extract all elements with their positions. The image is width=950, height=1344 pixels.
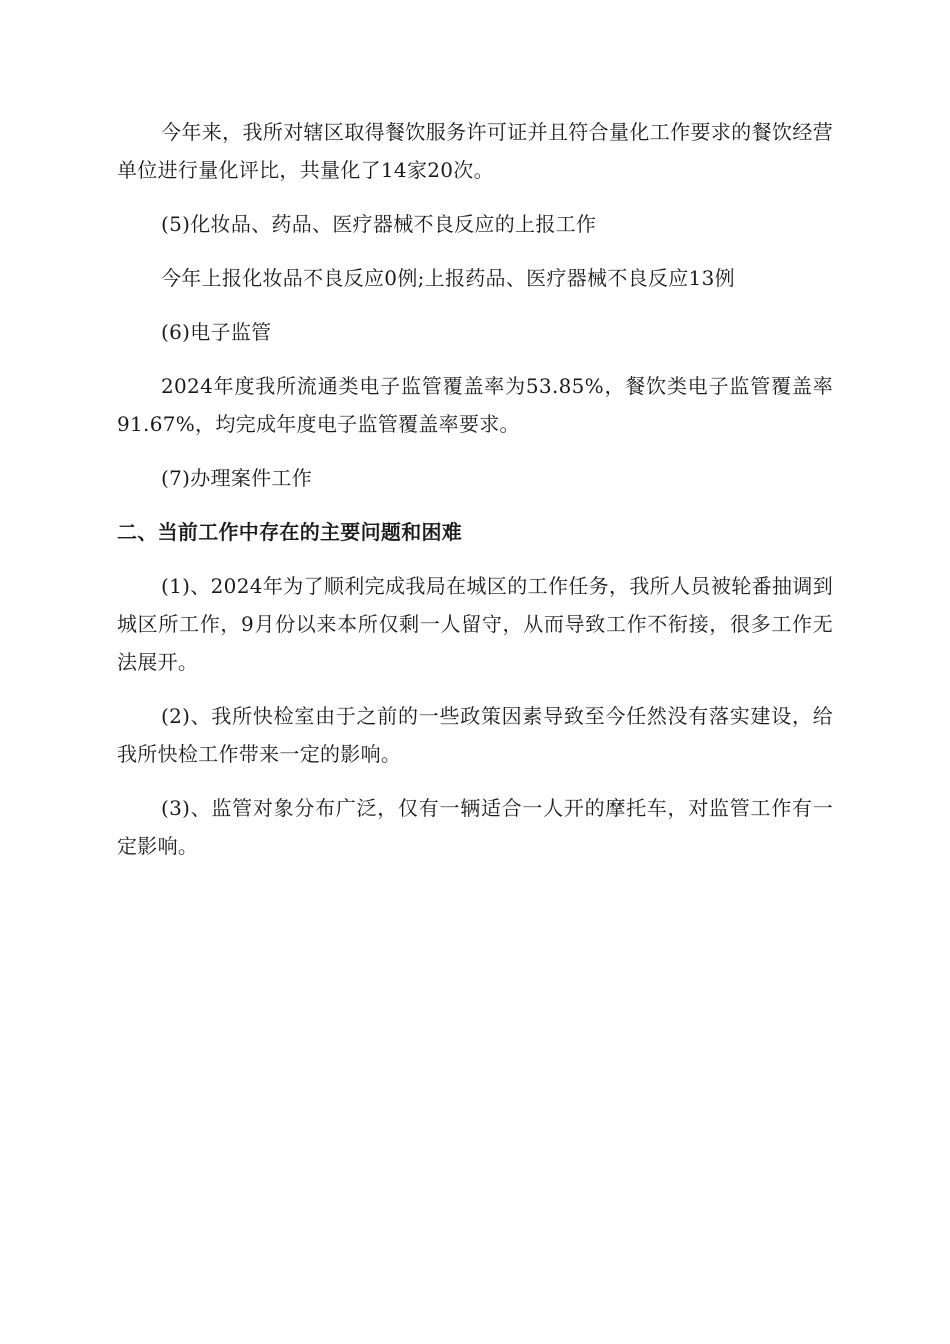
- paragraph-adverse-reaction-heading: (5)化妆品、药品、医疗器械不良反应的上报工作: [161, 212, 597, 236]
- paragraph-adverse-reaction-report: 今年上报化妆品不良反应0例;上报药品、医疗器械不良反应13例: [161, 266, 735, 290]
- problem-item: (1)、2024年为了顺利完成我局在城区的工作任务，我所人员被轮番抽调到城区所工作，9月份以来本所仅剩一人留守，从而导致工作不衔接，很多工作无法展开。: [117, 574, 833, 674]
- section-heading-problems: 二、当前工作中存在的主要问题和困难: [117, 520, 463, 544]
- paragraph-case-handling-heading: (7)办理案件工作: [161, 466, 313, 490]
- document-body: [117, 113, 833, 865]
- problem-item: (3)、监管对象分布广泛，仅有一辆适合一人开的摩托车，对监管工作有一定影响。: [117, 796, 833, 858]
- paragraph-quantification: 今年来，我所对辖区取得餐饮服务许可证并且符合量化工作要求的餐饮经营单位进行量化评比，共量化了14家20次。: [117, 120, 833, 182]
- paragraph-e-supervision-heading: (6)电子监管: [161, 320, 272, 344]
- paragraph-e-supervision-coverage: 2024年度我所流通类电子监管覆盖率为53.85%，餐饮类电子监管覆盖率91.67%，均完成年度电子监管覆盖率要求。: [117, 374, 833, 436]
- problem-item: (2)、我所快检室由于之前的一些政策因素导致至今任然没有落实建设，给我所快检工作带来一定的影响。: [117, 704, 833, 766]
